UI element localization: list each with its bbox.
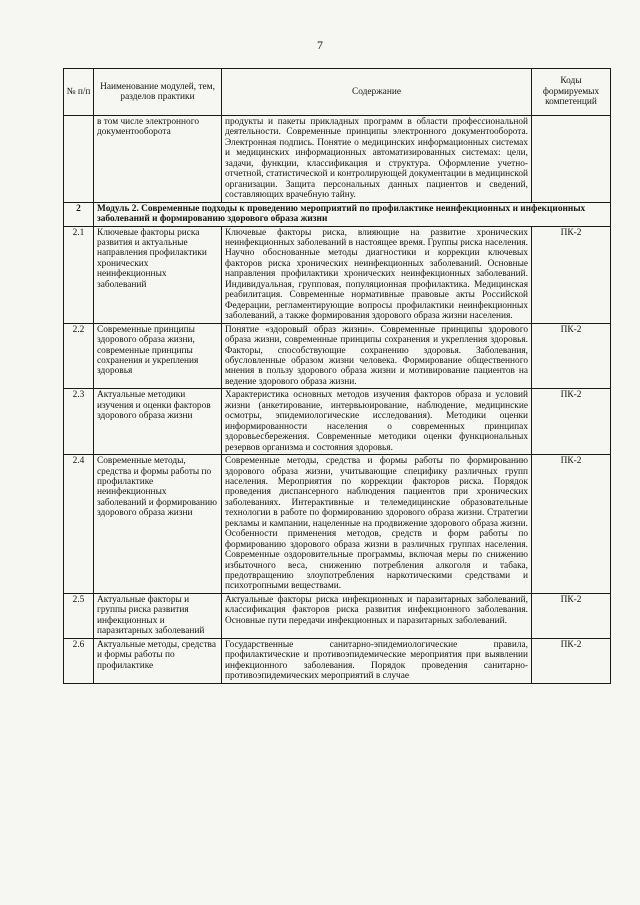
row-num: 2.5 — [64, 593, 94, 638]
table-row — [64, 389, 611, 455]
table-row — [64, 638, 611, 683]
header-name: Наименование модулей, тем, разделов практики — [94, 69, 222, 116]
row-num: 2.2 — [64, 323, 94, 389]
row-name: в том числе электронного документооборота — [94, 116, 222, 203]
module-title: Модуль 2. Современные подходы к проведению мероприятий по профилактике неинфекционных и инфекционных заболеваний и формированию здорового образа жизни — [94, 202, 611, 226]
table-header-row — [64, 69, 611, 116]
header-codes: Коды формируемых компетенций — [532, 69, 611, 116]
row-code: ПК-2 — [532, 638, 611, 683]
row-name: Актуальные факторы и группы риска развития инфекционных и паразитарных заболеваний — [94, 593, 222, 638]
row-content: Характеристика основных методов изучения факторов образа и условий жизни (анкетирование, интервьюирование, наблюдение, медицинские осмотры, эпидемиологические исследования). Методики оценки информированности населения о современных принципах здоровьесбережения. Современные методики оценки функциональных резервов организма и состояния здоровья. — [222, 389, 532, 455]
page-number: 7 — [317, 38, 323, 52]
row-name: Актуальные методики изучения и оценки факторов здорового образа жизни — [94, 389, 222, 455]
table-row — [64, 116, 611, 203]
row-content: Ключевые факторы риска, влияющие на развитие хронических неинфекционных заболеваний в настоящее время. Группы риска населения. Научно обоснованные методы диагностики и коррекции ключевых факторов риска хронических неинфекционных заболеваний. Основные направления профилактики хронических неинфекционных заболеваний. Индивидуальная, групповая, популяционная профилактика. Медицинская реабилитация. Современные нормативные правовые акты Российской Федерации, регламентирующие вопросы профилактики неинфекционных заболеваний, а также формирования здорового образа жизни населения. — [222, 226, 532, 323]
row-content: Актуальные факторы риска инфекционных и паразитарных заболеваний, классификация факторов риска развития инфекционного заболевания. Основные пути передачи инфекционных и паразитарных заболеваний. — [222, 593, 532, 638]
table-row — [64, 323, 611, 389]
row-num: 2.6 — [64, 638, 94, 683]
row-content: Понятие «здоровый образ жизни». Современные принципы здорового образа жизни, современные принципы сохранения и укрепления здоровья. Факторы, способствующие сохранению здоровья. Заболевания, обусловленные образом жизни человека. Формирование общественного мнения в пользу здорового образа жизни и мотивирование пациентов на ведение здорового образа жизни. — [222, 323, 532, 389]
header-content: Содержание — [222, 69, 532, 116]
row-code: ПК-2 — [532, 593, 611, 638]
row-code: ПК-2 — [532, 323, 611, 389]
row-name: Современные принципы здорового образа жизни, современные принципы сохранения и укрепления здоровья — [94, 323, 222, 389]
table-row — [64, 593, 611, 638]
row-code: ПК-2 — [532, 226, 611, 323]
table-row — [64, 455, 611, 594]
table-row — [64, 226, 611, 323]
row-name: Современные методы, средства и формы работы по профилактике неинфекционных заболеваний и формированию здорового образа жизни — [94, 455, 222, 594]
row-num: 2.4 — [64, 455, 94, 594]
row-name: Актуальные методы, средства и формы работы по профилактике — [94, 638, 222, 683]
row-code: ПК-2 — [532, 455, 611, 594]
row-num: 2.3 — [64, 389, 94, 455]
header-num: № п/п — [64, 69, 94, 116]
row-content: Современные методы, средства и формы работы по формированию здорового образа жизни, учитывающие специфику различных групп населения. Мероприятия по коррекции факторов риска. Порядок проведения диспансерного наблюдения пациентов при хронических заболеваниях. Интерактивные и телемедицинские образовательные технологии в работе по формированию здорового образа жизни. Стратегии рекламы и кампании, нацеленные на продвижение здорового образа жизни. Особенности применения методов, средств и форм работы по формированию здорового образа жизни в различных группах населения. Современные оздоровительные программы, включая меры по снижению избыточного веса, снижению потребления алкоголя и табака, предотвращению злоупотребления наркотическими средствами и психотропными веществами. — [222, 455, 532, 594]
row-name: Ключевые факторы риска развития и актуальные направления профилактики хронических неинфекционных заболеваний — [94, 226, 222, 323]
row-content: продукты и пакеты прикладных программ в области профессиональной деятельности. Современные принципы электронного документооборота. Электронная подпись. Понятие о медицинских информационных системах и медицинских информационных автоматизированных системах: цели, задачи, функции, классификация и структура. Оформление учетно-отчетной, статистической и контролирующей документации в медицинской организации. Защита персональных данных пациентов и сведений, составляющих врачебную тайну. — [222, 116, 532, 203]
module-row — [64, 202, 611, 226]
curriculum-table — [63, 68, 611, 684]
row-code: ПК-2 — [532, 389, 611, 455]
module-num: 2 — [64, 202, 94, 226]
row-code — [532, 116, 611, 203]
row-content: Государственные санитарно-эпидемиологические правила, профилактические и противоэпидемические мероприятия при выявлении инфекционного заболевания. Порядок проведения санитарно-противоэпидемических мероприятий в случае — [222, 638, 532, 683]
row-num — [64, 116, 94, 203]
row-num: 2.1 — [64, 226, 94, 323]
